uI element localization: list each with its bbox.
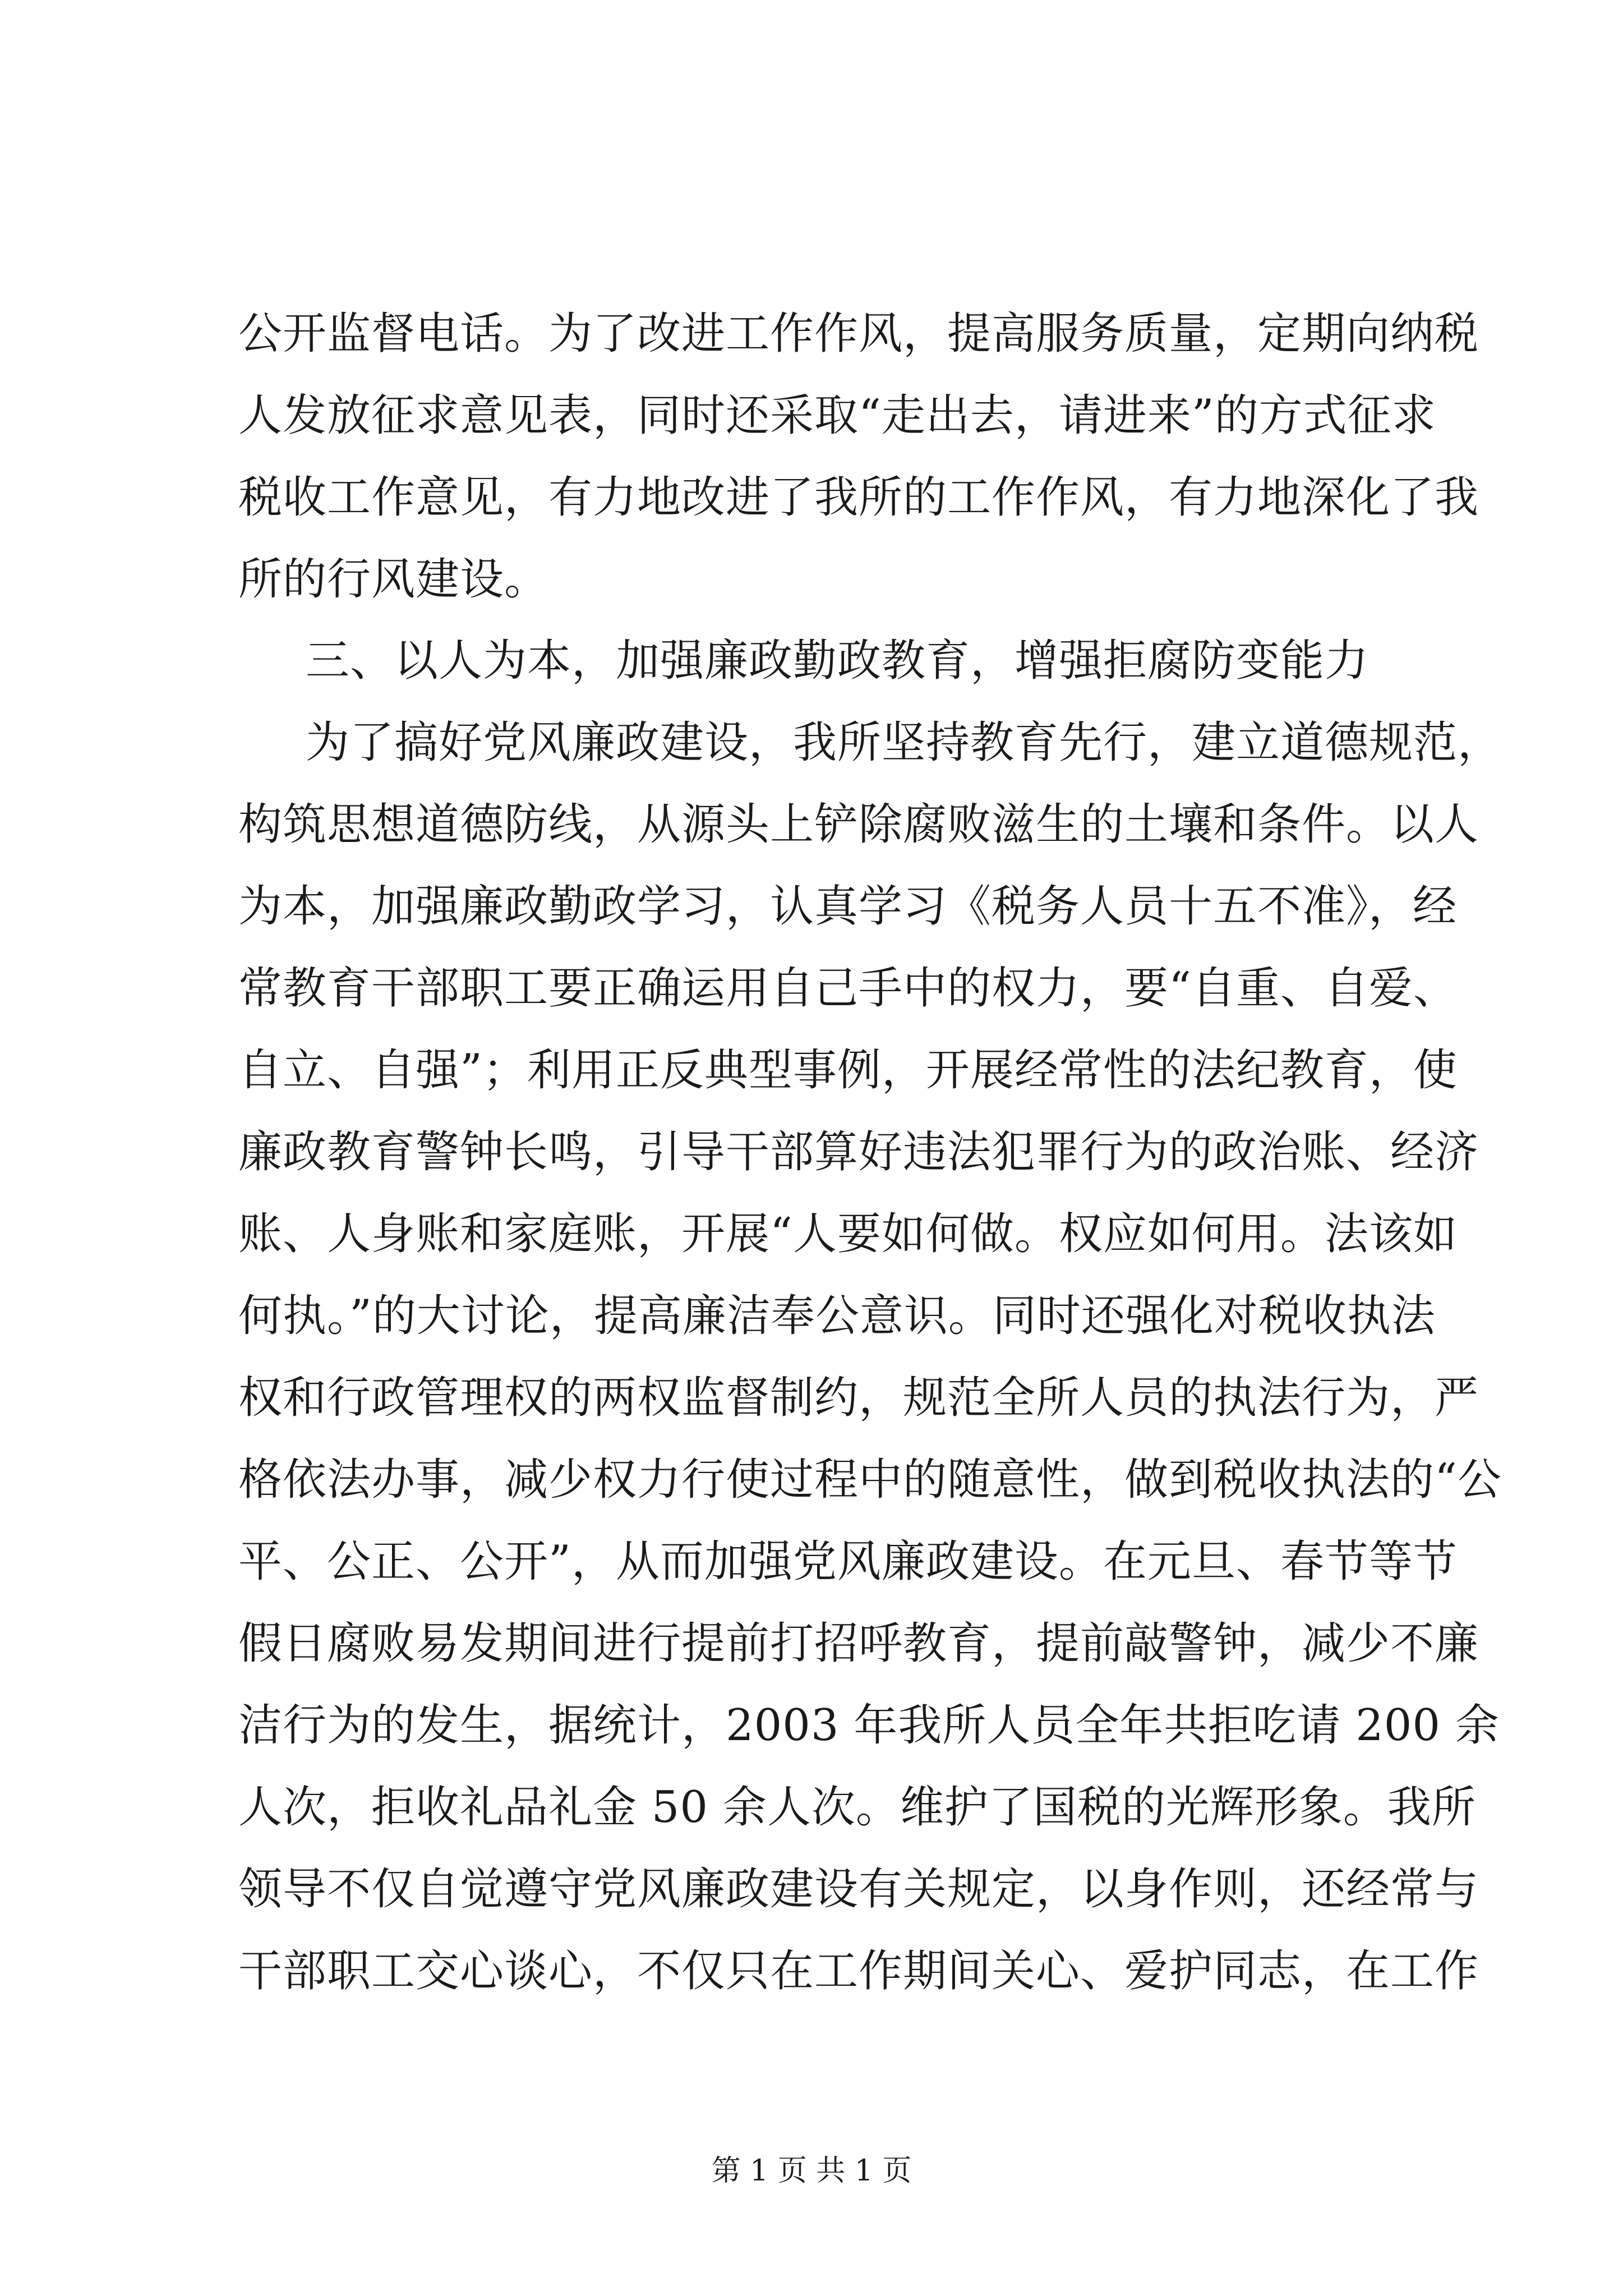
text-line: 权和行政管理权的两权监督制约，规范全所人员的执法行为，严 [238,1373,1479,1423]
page-footer: 第 1 页 共 1 页 [711,2154,912,2188]
text-line: 干部职工交心谈心，不仅只在工作期间关心、爱护同志，在工作 [238,1946,1479,1996]
text-line: 廉政教育警钟长鸣，引导干部算好违法犯罪行为的政治账、经济 [238,1127,1479,1177]
text-line: 账、人身账和家庭账，开展“人要如何做。权应如何用。法该如 [238,1209,1458,1259]
text-line: 常教育干部职工要正确运用自己手中的权力，要“自重、自爱、 [238,963,1458,1014]
text-line: 为了搞好党风廉政建设，我所坚持教育先行，建立道德规范， [306,717,1502,768]
text-line: 税收工作意见，有力地改进了我所的工作作风，有力地深化了我 [238,472,1479,523]
text-line: 平、公正、公开”，从而加强党风廉政建设。在元旦、春节等节 [238,1536,1458,1587]
text-line: 格依法办事，减少权力行使过程中的随意性，做到税收执法的“公 [238,1455,1502,1505]
text-line: 洁行为的发生，据统计，2003 年我所人员全年共拒吃请 200 余 [238,1700,1500,1751]
text-line: 自立、自强”；利用正反典型事例，开展经常性的法纪教育，使 [238,1045,1458,1096]
text-line: 假日腐败易发期间进行提前打招呼教育，提前敲警钟，减少不廉 [238,1618,1479,1669]
section-heading: 三、以人为本，加强廉政勤政教育，增强拒腐防变能力 [306,636,1370,686]
text-line: 领导不仅自觉遵守党风廉政建设有关规定，以身作则，还经常与 [238,1864,1479,1915]
text-line: 构筑思想道德防线，从源头上铲除腐败滋生的土壤和条件。以人 [238,799,1479,850]
text-line: 为本，加强廉政勤政学习，认真学习《税务人员十五不准》，经 [238,881,1458,932]
text-line: 公开监督电话。为了改进工作作风，提高服务质量，定期向纳税 [238,309,1479,359]
text-line: 人次，拒收礼品礼金 50 余人次。维护了国税的光辉形象。我所 [238,1782,1476,1833]
text-line: 人发放征求意见表，同时还采取“走出去，请进来”的方式征求 [238,390,1436,441]
text-line: 所的行风建设。 [238,554,549,605]
text-line: 何执。”的大讨论，提高廉洁奉公意识。同时还强化对税收执法 [238,1291,1436,1341]
